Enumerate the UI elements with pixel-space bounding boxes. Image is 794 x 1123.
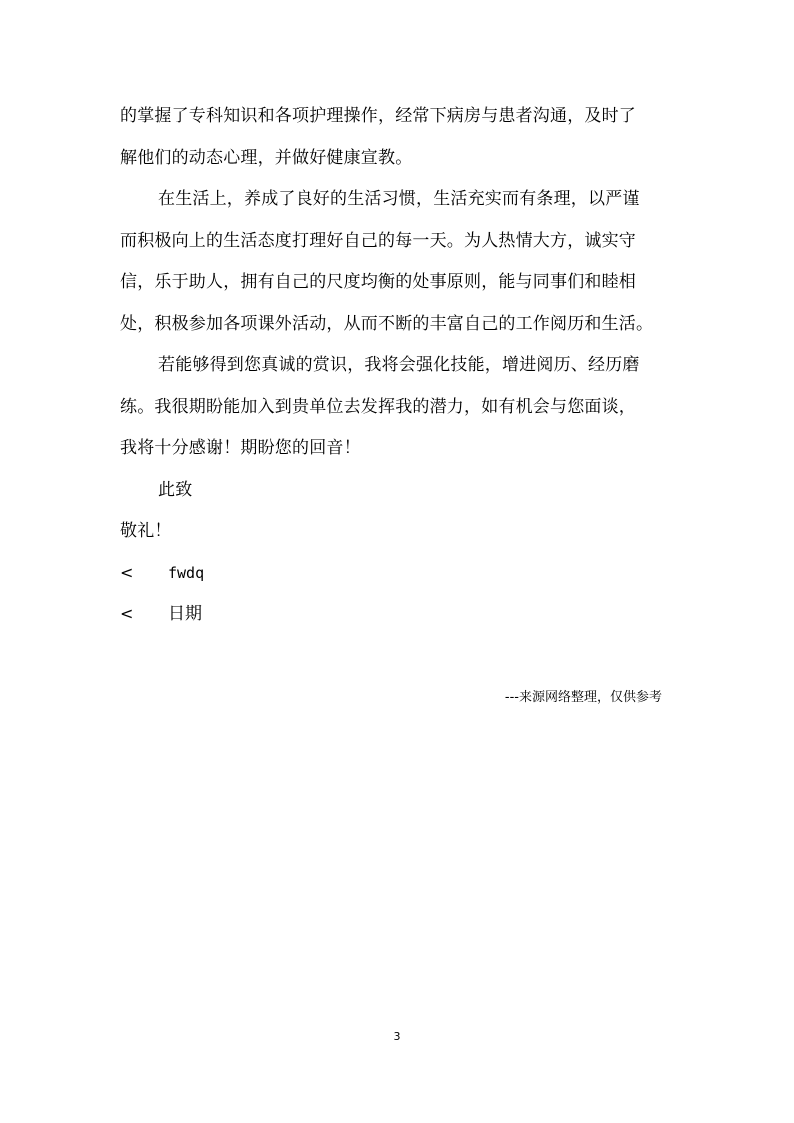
letter-body (120, 100, 680, 640)
page-number: 3 (393, 1030, 401, 1043)
closing-line: 此致 (158, 479, 193, 500)
signature-name: fwdq (168, 563, 205, 582)
body-line: 在生活上，养成了良好的生活习惯，生活充实而有条理，以严谨 (158, 189, 640, 209)
body-line: 信，乐于助人，拥有自己的尺度均衡的处事原则，能与同事们和睦相 (120, 272, 636, 292)
body-line: 我将十分感谢！期盼您的回音！ (120, 438, 361, 458)
body-line: 的掌握了专科知识和各项护理操作，经常下病房与患者沟通，及时了 (120, 106, 636, 126)
body-line: 而积极向上的生活态度打理好自己的每一天。为人热情大方，诚实守 (120, 230, 636, 251)
date-label: 日期 (168, 604, 202, 624)
signature-mark: < (120, 562, 134, 582)
body-line: 练。我很期盼能加入到贵单位去发挥我的潜力，如有机会与您面谈， (120, 396, 636, 417)
source-note: ---来源网络整理，仅供参考 (504, 690, 662, 705)
body-line: 解他们的动态心理，并做好健康宣教。 (120, 147, 413, 168)
body-line: 处，积极参加各项课外活动，从而不断的丰富自己的工作阅历和生活。 (120, 313, 654, 334)
date-mark: < (120, 604, 134, 623)
salutation-line: 敬礼！ (120, 521, 172, 541)
date-line (120, 598, 680, 640)
body-line: 若能够得到您真诚的赏识，我将会强化技能，增进阅历、经历磨 (158, 355, 640, 375)
signature-line (120, 557, 680, 599)
